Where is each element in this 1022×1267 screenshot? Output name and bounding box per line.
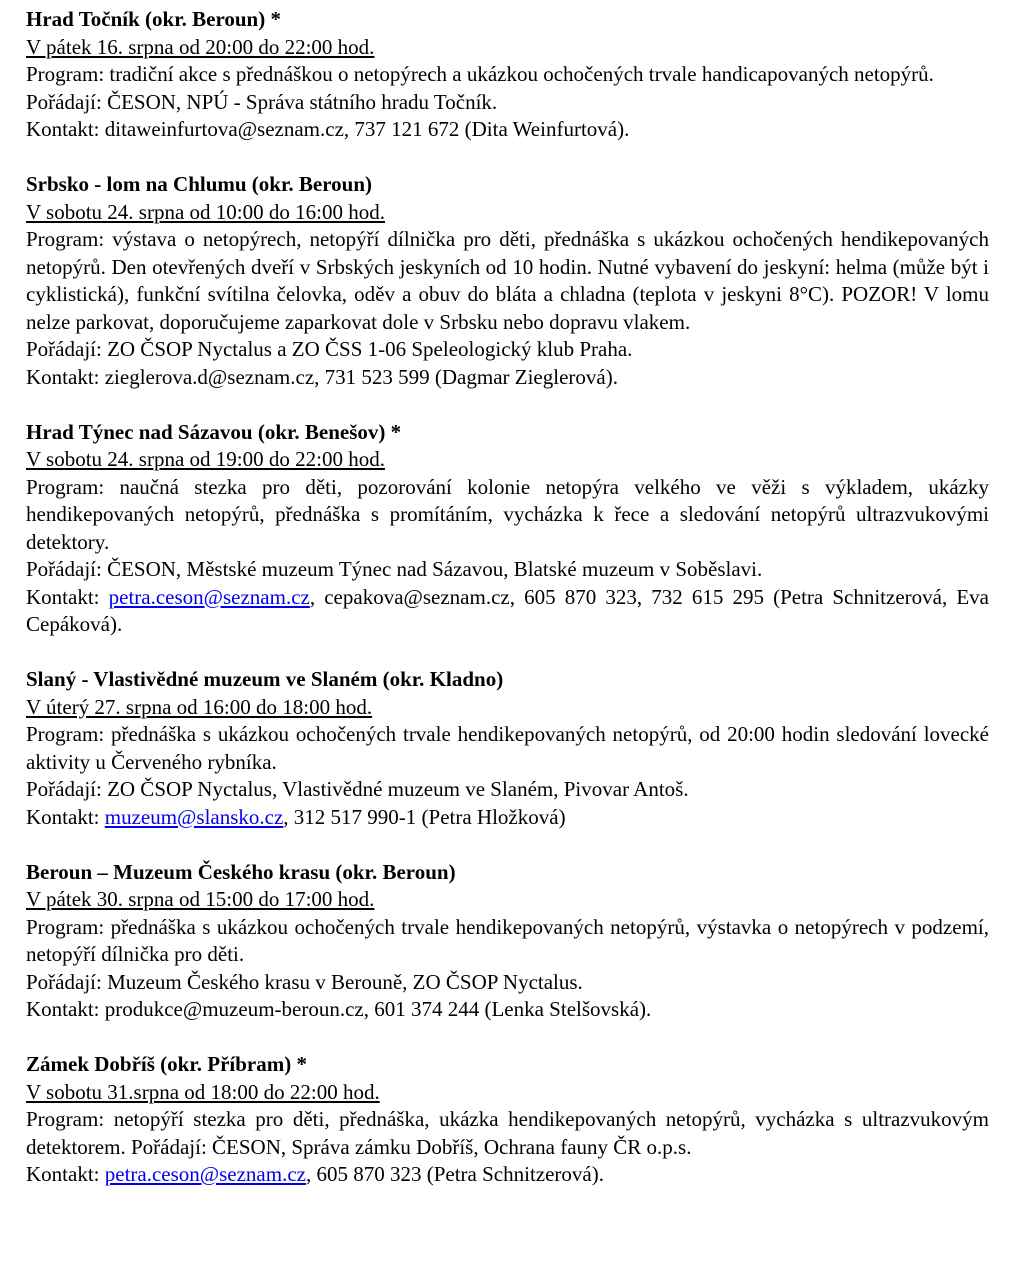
event-program: Program: tradiční akce s přednáškou o netopýrech a ukázkou ochočených trvale handicapovaných netopýrů. <box>26 62 934 86</box>
event-program: Program: přednáška s ukázkou ochočených trvale hendikepovaných netopýrů, od 20:00 hodin sledování lovecké aktivity u Červeného rybníka. <box>26 722 989 774</box>
event-date: V sobotu 24. srpna od 10:00 do 16:00 hod. <box>26 199 385 224</box>
event-tynec <box>26 419 989 639</box>
event-title: Hrad Týnec nad Sázavou (okr. Benešov) * <box>26 419 402 444</box>
event-title: Zámek Dobříš (okr. Příbram) * <box>26 1052 307 1076</box>
event-organizers: Pořádají: ZO ČSOP Nyctalus a ZO ČSS 1-06 Speleologický klub Praha. <box>26 337 633 361</box>
contact-text: Kontakt: zieglerova.d@seznam.cz, 731 523 599 (Dagmar Zieglerová). <box>26 364 618 389</box>
event-organizers: Pořádají: ČESON, Městské muzeum Týnec nad Sázavou, Blatské muzeum v Soběslavi. <box>26 557 763 581</box>
event-tocnik <box>26 6 989 144</box>
event-organizers: Pořádají: ZO ČSOP Nyctalus, Vlastivědné muzeum ve Slaném, Pivovar Antoš. <box>26 777 689 801</box>
event-program: Program: naučná stezka pro děti, pozorování kolonie netopýra velkého ve věži s výkladem, ukázky hendikepovaných netopýrů, přednáška s promítáním, vycházka k řece a sledování netopýrů ultrazvukovými detektory. <box>26 474 989 554</box>
event-organizers: Pořádají: ČESON, NPÚ - Správa státního hradu Točník. <box>26 89 498 114</box>
event-slany <box>26 666 989 831</box>
event-program: Program: netopýří stezka pro děti, přednáška, ukázka hendikepovaných netopýrů, vycházka s ultrazvukovým detektorem. Pořádají: ČESON, Správa zámku Dobříš, Ochrana fauny ČR o.p.s. <box>26 1107 989 1159</box>
event-title: Hrad Točník (okr. Beroun) * <box>26 7 281 31</box>
contact-text-rest: , 605 870 323 (Petra Schnitzerová). <box>305 1162 604 1186</box>
event-contact <box>26 364 989 392</box>
event-beroun-museum <box>26 859 989 1024</box>
event-title: Beroun – Muzeum Českého krasu (okr. Beroun) <box>26 859 456 884</box>
event-title: Slaný - Vlastivědné muzeum ve Slaném (okr. Kladno) <box>26 667 504 691</box>
contact-text: Kontakt: produkce@muzeum-beroun.cz, 601 374 244 (Lenka Stelšovská). <box>26 997 652 1021</box>
event-date: V pátek 30. srpna od 15:00 do 17:00 hod. <box>26 887 375 911</box>
event-date: V sobotu 24. srpna od 19:00 do 22:00 hod. <box>26 447 385 471</box>
contact-text: Kontakt: <box>26 1162 105 1186</box>
contact-email-link[interactable]: petra.ceson@seznam.cz <box>108 584 310 609</box>
contact-text: Kontakt: <box>26 804 105 829</box>
contact-email-link[interactable]: muzeum@slansko.cz <box>104 804 284 829</box>
event-date: V pátek 16. srpna od 20:00 do 22:00 hod. <box>26 34 375 59</box>
contact-text: Kontakt: ditaweinfurtova@seznam.cz, 737 121 672 (Dita Weinfurtová). <box>26 117 630 141</box>
event-organizers: Pořádají: Muzeum Českého krasu v Berouně, ZO ČSOP Nyctalus. <box>26 969 583 994</box>
contact-text-rest: , 312 517 990-1 (Petra Hložková) <box>283 804 566 829</box>
contact-text-rest: , cepakova@seznam.cz, 605 870 323, 732 615 295 (Petra Schnitzerová, Eva Cepáková). <box>26 584 989 636</box>
contact-email-link[interactable]: petra.ceson@seznam.cz <box>104 1162 306 1186</box>
event-title: Srbsko - lom na Chlumu (okr. Beroun) <box>26 172 372 196</box>
event-srbsko <box>26 171 989 391</box>
event-contact <box>26 1161 989 1189</box>
event-program: Program: přednáška s ukázkou ochočených trvale hendikepovaných netopýrů, výstavka o netopýrech v podzemí, netopýří dílnička pro děti. <box>26 914 989 966</box>
event-contact <box>26 116 989 144</box>
event-contact <box>26 996 989 1024</box>
event-program: Program: výstava o netopýrech, netopýří dílnička pro děti, přednáška s ukázkou ochočených hendikepovaných netopýrů. Den otevřených dveří v Srbských jeskyních od 10 hodin. Nutné vybavení do jeskyní: helma (může být i cyklistická), funkční svítilna čelovka, oděv a obuv do bláta a chladna (teplota v jeskyni 8°C). POZOR! V lomu nelze parkovat, doporučujeme zaparkovat dole v Srbsku nebo dopravu vlakem. <box>26 227 989 334</box>
event-contact <box>26 804 989 832</box>
event-contact <box>26 584 989 639</box>
event-dobris <box>26 1051 989 1189</box>
event-date: V sobotu 31.srpna od 18:00 do 22:00 hod. <box>26 1079 380 1104</box>
event-date: V úterý 27. srpna od 16:00 do 18:00 hod. <box>26 694 373 719</box>
contact-text: Kontakt: <box>26 584 109 609</box>
